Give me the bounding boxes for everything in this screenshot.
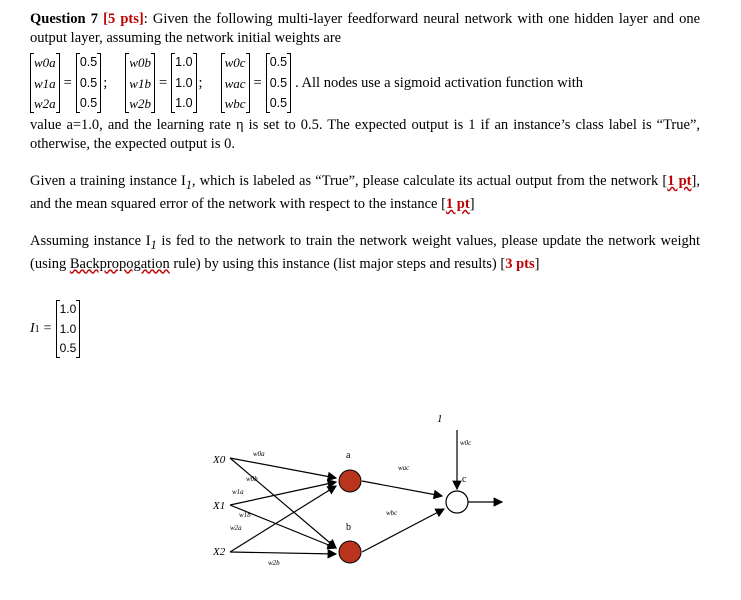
p2-text-a: Given a training instance I (30, 173, 186, 189)
sigmoid-text: . All nodes use a sigmoid activation function with (295, 74, 584, 91)
w1a-value: 0.5 (79, 75, 98, 90)
weight-label-w2b: w2b (268, 559, 280, 567)
weight-label-w0b: w0b (246, 475, 258, 483)
edge-x0-b (230, 458, 336, 548)
w0c-value: 0.5 (269, 55, 288, 69)
instance-value-0: 1.0 (59, 302, 77, 316)
output-node-c (446, 491, 468, 513)
p3-sub: 1 (150, 237, 157, 252)
edge-x2-b (230, 552, 336, 554)
edge-b-c (362, 509, 444, 552)
p3-text-d: ] (534, 255, 540, 272)
weight-label-w1a: w1a (232, 488, 244, 496)
w0a-value: 0.5 (79, 55, 98, 69)
edge-x1-a (230, 482, 336, 505)
equals-sign: = (63, 74, 72, 91)
w0b-value: 1.0 (175, 55, 193, 69)
wac-value: 0.5 (269, 75, 288, 90)
backprop-word: Backpropogation (69, 255, 170, 272)
edge-a-c (362, 481, 442, 496)
equals-sign: = (158, 74, 168, 91)
weight-label-w0a: w0a (253, 450, 265, 458)
semicolon: ; (103, 74, 108, 91)
p2-point-1: 1 pt (667, 173, 692, 189)
w2b-value: 1.0 (175, 96, 193, 110)
instance-label: I (30, 321, 35, 336)
hidden-node-b (339, 541, 361, 563)
hidden-a-label: a (346, 450, 351, 461)
p2-sub: 1 (185, 177, 192, 192)
w1b-value: 1.0 (175, 75, 193, 90)
p3-text-c: rule) by using this instance (list major steps and results) [ (169, 255, 506, 272)
p2-text-c: ], and the mean squared error of the network with respect to the instance [ (30, 173, 700, 212)
hidden-node-a (339, 470, 361, 492)
w1b-label: w1b (129, 75, 151, 91)
weight-label-wac: wac (398, 464, 410, 472)
bias-label: 1 (437, 413, 443, 425)
input-x1-label: X1 (213, 500, 226, 512)
output-c-label: c (462, 474, 467, 485)
question-label: Question 7 (30, 11, 98, 27)
p2-text-d: ] (469, 195, 475, 212)
w2b-label: w2b (129, 96, 151, 111)
w0c-label: w0c (224, 55, 246, 70)
paragraph-learning-rate: value a=1.0, and the learning rate η is set to 0.5. The expected output is 1 if an instance’s class label is “True”, otherwise, the expected output is 0. (30, 117, 700, 152)
weight-label-w0c: w0c (460, 439, 472, 447)
input-x0-label: X0 (213, 454, 226, 466)
weight-label-wbc: wbc (386, 509, 398, 517)
input-x2-label: X2 (213, 546, 226, 558)
p2-point-2: 1 pt (445, 195, 470, 212)
w2a-label: w2a (34, 96, 56, 111)
weight-label-w1b: w1b (239, 511, 251, 519)
w2a-value: 0.5 (79, 96, 98, 110)
wac-label: wac (224, 75, 246, 91)
w0b-label: w0b (129, 55, 151, 70)
w1a-label: w1a (34, 75, 56, 91)
p3-text-b: is fed to the network to train the network weight values, please update the network weight (using (30, 232, 700, 272)
wbc-value: 0.5 (269, 96, 288, 110)
instance-value-1: 1.0 (59, 321, 77, 336)
semicolon: ; (198, 74, 203, 91)
weight-label-w2a: w2a (230, 524, 242, 532)
instance-value-2: 0.5 (59, 341, 77, 355)
p3-points: 3 pts (505, 255, 535, 272)
instance-sub: 1 (34, 323, 40, 335)
wbc-label: wbc (224, 96, 246, 111)
p3-text-a: Assuming instance I (30, 232, 151, 249)
equals-sign: = (43, 321, 52, 336)
question-intro-text: : Given the following multi-layer feedforward neural network with one hidden layer and one output layer, assuming the network initial weights are (30, 11, 701, 46)
hidden-b-label: b (346, 522, 351, 533)
w0a-label: w0a (34, 55, 56, 70)
equals-sign: = (253, 74, 262, 91)
question-points: [5 pts] (103, 11, 144, 27)
p2-text-b: , which is labeled as “True”, please calculate its actual output from the network [ (191, 173, 668, 189)
